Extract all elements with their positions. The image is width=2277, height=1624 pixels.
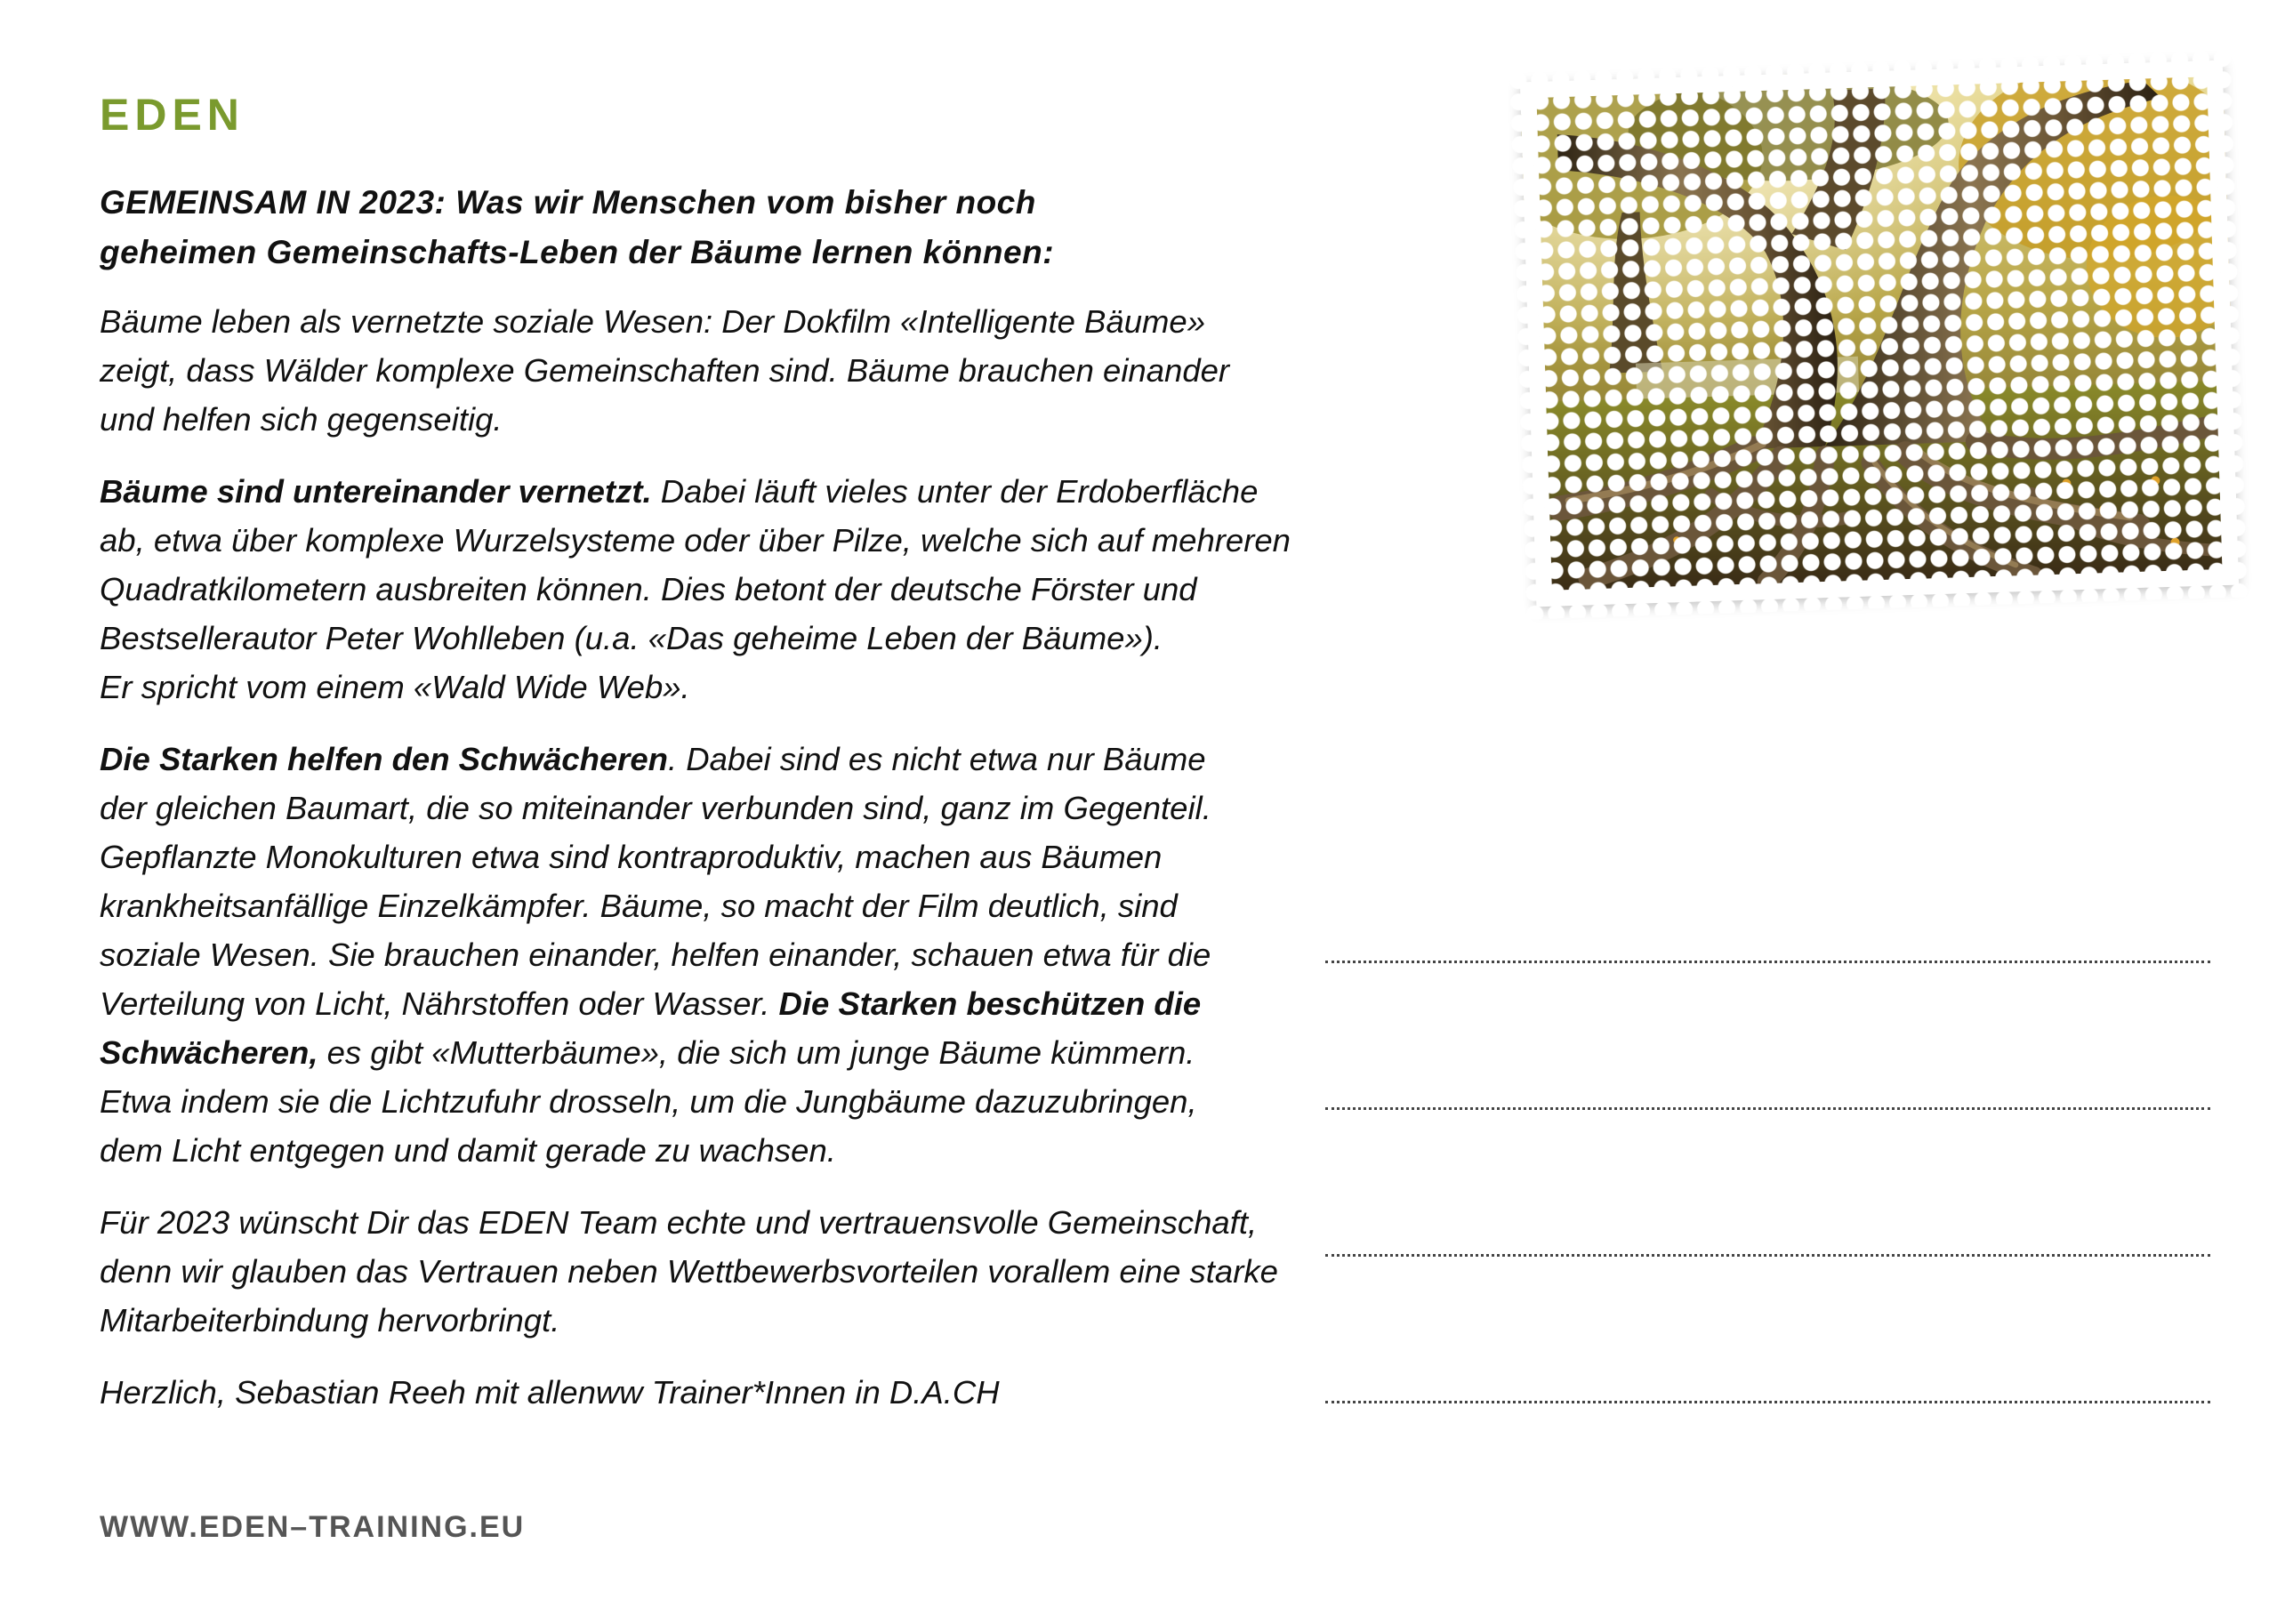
postage-stamp bbox=[1520, 60, 2239, 607]
text-line: Etwa indem sie die Lichtzufuhr drosseln, um die Jungbäume dazuzubringen, bbox=[100, 1083, 1197, 1120]
tree-photo-illustration bbox=[1520, 60, 2239, 607]
brand-logo-text: EDEN bbox=[100, 90, 245, 140]
bold-fragment: Schwächeren, bbox=[100, 1034, 318, 1071]
paragraph-strong-help-weak bbox=[100, 735, 1345, 1175]
paragraph-signature bbox=[100, 1368, 1345, 1417]
signature-line: Herzlich, Sebastian Reeh mit allenww Trainer*Innen in D.A.CH bbox=[100, 1374, 1000, 1411]
text-line: krankheitsanfällige Einzelkämpfer. Bäume, so macht der Film deutlich, sind bbox=[100, 888, 1178, 924]
text-line bbox=[100, 735, 1345, 784]
footer-website-url: WWW.EDEN–TRAINING.EU bbox=[100, 1510, 526, 1544]
text-line: Bäume leben als vernetzte soziale Wesen: Der Dokfilm «Intelligente Bäume» bbox=[100, 303, 1205, 340]
paragraph-network bbox=[100, 467, 1345, 712]
text-line: Bestsellerautor Peter Wohlleben (u.a. «Das geheime Leben der Bäume»). bbox=[100, 620, 1163, 656]
text-line: denn wir glauben das Vertrauen neben Wettbewerbsvorteilen vorallem eine starke bbox=[100, 1253, 1278, 1290]
text-line: Gepflanzte Monokulturen etwa sind kontraproduktiv, machen aus Bäumen bbox=[100, 839, 1163, 875]
address-line bbox=[1325, 1107, 2210, 1110]
text-line: Er spricht vom einem «Wald Wide Web». bbox=[100, 669, 690, 705]
text-fragment: Dabei läuft vieles unter der Erdoberfläche bbox=[651, 473, 1259, 510]
text-line: Für 2023 wünscht Dir das EDEN Team echte und vertrauensvolle Gemeinschaft, bbox=[100, 1204, 1258, 1241]
text-line bbox=[100, 979, 1345, 1028]
paragraph-intro bbox=[100, 297, 1345, 444]
text-line: und helfen sich gegenseitig. bbox=[100, 401, 503, 438]
stamp-body bbox=[1520, 60, 2239, 607]
text-line: dem Licht entgegen und damit gerade zu wachsen. bbox=[100, 1132, 836, 1169]
card-text bbox=[100, 178, 1345, 1440]
text-line: zeigt, dass Wälder komplexe Gemeinschaften sind. Bäume brauchen einander bbox=[100, 352, 1230, 389]
text-line bbox=[100, 467, 1345, 516]
text-line: der gleichen Baumart, die so miteinander verbunden sind, ganz im Gegenteil. bbox=[100, 790, 1211, 826]
text-line: soziale Wesen. Sie brauchen einander, helfen einander, schauen etwa für die bbox=[100, 937, 1211, 973]
text-line: Mitarbeiterbindung hervorbringt. bbox=[100, 1302, 560, 1339]
bold-lead: Die Starken helfen den Schwächeren bbox=[100, 741, 668, 777]
address-line bbox=[1325, 1401, 2210, 1403]
address-line bbox=[1325, 961, 2210, 963]
headline-line: geheimen Gemeinschafts-Leben der Bäume lernen können: bbox=[100, 234, 1055, 270]
text-fragment: Verteilung von Licht, Nährstoffen oder Wasser. bbox=[100, 985, 779, 1022]
bold-fragment: Die Starken beschützen die bbox=[778, 985, 1202, 1022]
headline bbox=[100, 178, 1345, 277]
text-fragment: . Dabei sind es nicht etwa nur Bäume bbox=[667, 741, 1206, 777]
bold-lead: Bäume sind untereinander vernetzt. bbox=[100, 473, 652, 510]
text-fragment: es gibt «Mutterbäume», die sich um junge Bäume kümmern. bbox=[318, 1034, 1195, 1071]
address-line bbox=[1325, 1254, 2210, 1257]
text-line: Quadratkilometern ausbreiten können. Dies betont der deutsche Förster und bbox=[100, 571, 1197, 607]
paragraph-wishes bbox=[100, 1198, 1345, 1345]
text-line: ab, etwa über komplexe Wurzelsysteme oder über Pilze, welche sich auf mehreren bbox=[100, 522, 1291, 559]
headline-line: GEMEINSAM IN 2023: Was wir Menschen vom bisher noch bbox=[100, 184, 1036, 221]
text-line bbox=[100, 1028, 1345, 1077]
